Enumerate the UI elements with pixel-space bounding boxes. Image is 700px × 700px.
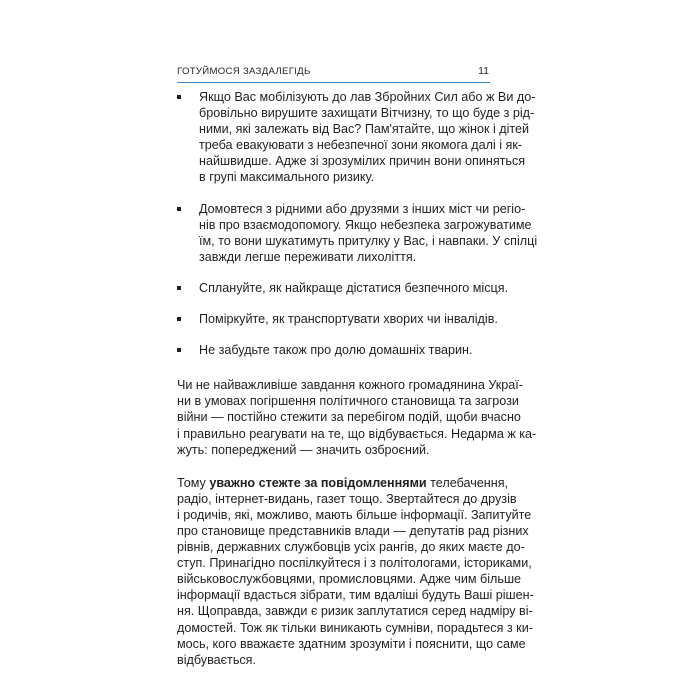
bullet-list (177, 89, 538, 358)
text-line: про становище представників влади — депутатів рад різних (177, 523, 529, 538)
text-line: Не забудьте також про долю домашніх тварин. (199, 343, 473, 358)
text-line: рівнів, державних службовців усіх рангів, до яких маєте до- (177, 540, 525, 555)
page-number: 11 (478, 65, 489, 77)
bullet-item-mobilization (177, 89, 536, 186)
text-line: Якщо Вас мобілізують до лав Збройних Сил або ж Ви до- (199, 90, 536, 104)
text-line: нів про взаємодопомогу. Якщо небезпека загрожуватиме (199, 217, 532, 232)
bullet-item-safe-place (177, 280, 509, 296)
text-line: бровільно вирушите захищати Вітчизну, то що буде з рід- (199, 106, 535, 121)
bullet-text (199, 89, 536, 186)
running-title: ГОТУЙМОСЯ ЗАЗДАЛЕГІДЬ (177, 66, 311, 77)
square-bullet-icon (177, 207, 181, 211)
text-line: війни — постійно стежити за перебігом подій, щоби вчасно (177, 410, 521, 425)
square-bullet-icon (177, 348, 181, 352)
bullet-text (199, 342, 497, 358)
square-bullet-icon (177, 286, 181, 290)
text-line: Поміркуйте, як транспортувати хворих чи інвалідів. (199, 312, 498, 327)
text-line: їм, то вони шукатимуть притулку у Вас, і навпаки. У спілці (199, 233, 538, 248)
text-line: військовослужбовцями, промисловцями. Адже чим більше (177, 572, 522, 587)
text-line: відбувається. (177, 652, 256, 667)
text-line: і родичів, які, можливо, мають більше інформації. Запитуйте (177, 507, 532, 522)
text-line (177, 475, 509, 491)
text-line: треба евакуювати з небезпечної зони якомога далі і як- (199, 138, 523, 153)
bullet-text (199, 280, 509, 296)
text-line: і правильно реагувати на те, що відбувається. Недарма ж ка- (177, 426, 537, 441)
text-run: Тому (177, 475, 210, 490)
text-line: домостей. Тож як тільки виникають сумніви, порадьтеся з ки- (177, 620, 533, 635)
text-line: радіо, інтернет-видань, газет тощо. Звертайтеся до друзів (177, 491, 517, 506)
paragraph-news (177, 475, 534, 668)
paragraph-monitoring (177, 377, 537, 457)
bullet-item-transport (177, 311, 497, 327)
text-line: Сплануйте, як найкраще дістатися безпечного місця. (199, 280, 509, 295)
text-line: ня. Щоправда, завжди є ризик заплутатися серед надміру ві- (177, 604, 533, 619)
bullet-text (199, 201, 538, 265)
bullet-text (199, 311, 497, 327)
text-run: телебачення, (426, 475, 509, 490)
text-line: інформації вдасться зібрати, тим вдаліші будуть Ваші рішен- (177, 588, 534, 603)
text-line: Чи не найважливіше завдання кожного громадянина Украї- (177, 378, 523, 393)
text-line: ступ. Принагідно поспілкуйтеся і з політологами, істориками, (177, 556, 532, 571)
text-line: жуть: попереджений — значить озброєний. (177, 442, 430, 457)
text-line: найшвидше. Адже зі зрозумілих причин вони опиняться (199, 154, 526, 169)
text-line: ними, які залежать від Вас? Пам'ятайте, що жінок і дітей (199, 122, 530, 137)
bullet-item-mutual-aid (177, 201, 538, 265)
body-text (177, 89, 538, 683)
bullet-item-pets (177, 342, 497, 358)
text-line: мось, кого вважаєте здатним зрозуміти і пояснити, що саме (177, 636, 526, 651)
running-header (177, 65, 490, 83)
text-line: в групі максимального ризику. (199, 170, 375, 185)
square-bullet-icon (177, 95, 181, 99)
text-line: Домовтеся з рідними або друзями з інших міст чи регіо- (199, 201, 526, 216)
text-line: ни в умовах погіршення політичного становища та загрози (177, 394, 519, 409)
emphasis-text: уважно стежте за повідомленнями (209, 475, 427, 490)
text-line: завжди легше переживати лихоліття. (199, 249, 417, 264)
square-bullet-icon (177, 317, 181, 321)
